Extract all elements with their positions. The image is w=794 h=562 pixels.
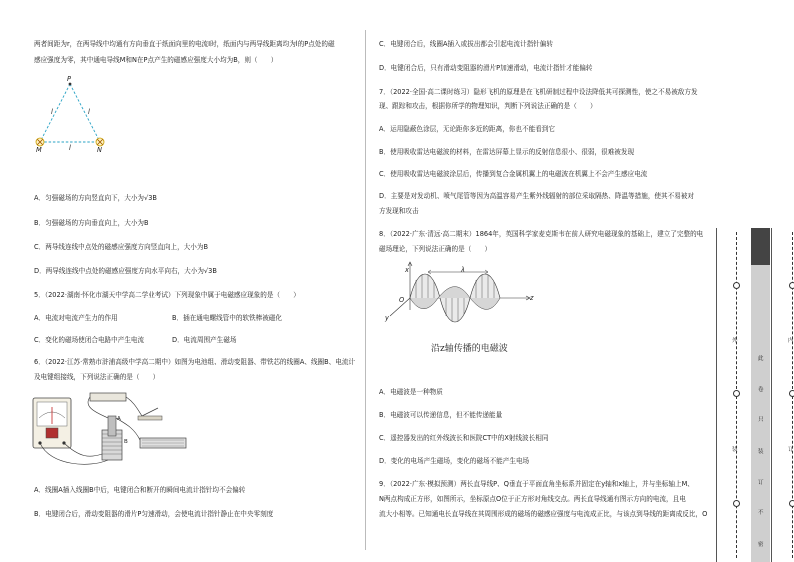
q4-option-c: C．两导线连线中点处的磁感应强度方向竖直向上，大小为B <box>34 243 208 251</box>
margin-label-3: 只 <box>758 417 764 423</box>
q4-option-d: D．两导线连线中点处的磁感应强度方向水平向右，大小为√3B <box>34 267 217 275</box>
seal-circle-4 <box>789 282 794 289</box>
axis-z-label: z <box>530 294 534 302</box>
q6-option-a: A．线圈A插入线圈B中后，电键闭合和断开的瞬间电流计指针均不会偏转 <box>34 486 246 494</box>
q5-stem: 5．（2022·湖南·怀化市湖天中学高二学业考试）下列现象中属于电磁感应现象的是（ ） <box>34 291 300 299</box>
q4-option-b: B．匀强磁场的方向垂直向上，大小为B <box>34 219 149 227</box>
q9-stem-line2: N两点构成正方形，如图所示，坐标原点O位于正方形对角线交点。两长直导线通有图示方向的电流，且电 <box>379 495 686 503</box>
q6-stem-line2: 及电键组接线，下列说法正确的是（ ） <box>34 373 160 381</box>
q7-option-b: B．使用吸收雷达电磁波的材料，在雷达屏幕上显示的反射信息很小、很弱，很难被发现 <box>379 148 635 156</box>
q5-option-d: D．电流周围产生磁场 <box>172 336 237 344</box>
seal-circle-3 <box>733 500 740 507</box>
q9-stem-line1: 9．（2022·广东·模拟预测）两长直导线P、Q垂直于平面直角坐标系并固定在y轴和x轴上，并与坐标轴上M、 <box>379 480 694 488</box>
wave-caption: 沿z轴传播的电磁波 <box>431 344 508 354</box>
triangle-wire-figure <box>28 76 128 158</box>
q8-option-a: A．电磁波是一种物质 <box>379 388 443 396</box>
axis-x-label: x <box>405 266 409 274</box>
origin-label: O <box>399 296 405 304</box>
seal-circle-5 <box>789 390 794 397</box>
q8-option-d: D．变化的电场产生磁场，变化的磁场不能产生电场 <box>379 457 530 465</box>
q4-option-a: A．匀强磁场的方向竖直向下，大小为√3B <box>34 194 157 202</box>
coil-a-label: A <box>117 416 121 422</box>
seal-circle-2 <box>733 390 740 397</box>
q8-stem-line1: 8．（2022·广东·清远·高二期末）1864年，英国科学家麦克斯韦在前人研究电磁现象的基础上，建立了完整的电 <box>379 230 704 238</box>
q7-option-c: C．使用吸收雷达电磁波涂层后，传播到复合金属机翼上的电磁波在机翼上不会产生感应电流 <box>379 170 648 178</box>
q6-option-b: B．电键闭合后，滑动变阻器的滑片P匀速滑动，会使电流计指针静止在中央零刻度 <box>34 510 274 518</box>
wavelength-label: λ <box>461 266 465 274</box>
side-label-bind: 装 <box>732 447 738 453</box>
margin-label-7: 密 <box>758 542 764 548</box>
q9-stem-line3: 流大小相等。已知通电长直导线在其周围形成的磁场的磁感应强度与电流成正比，与该点到导线的距离成反比，O <box>379 510 708 518</box>
point-n-label: N <box>97 146 102 154</box>
side-label-inner: 内 <box>788 338 794 344</box>
binding-dark-strip <box>751 228 770 265</box>
margin-label-5: 订 <box>758 480 764 486</box>
binding-gray-strip <box>751 265 770 562</box>
side-label-outer: 外 <box>732 338 738 344</box>
side-label-right: l <box>88 108 90 116</box>
margin-label-1: 此 <box>758 356 764 362</box>
q6-stem-line1: 6．（2022·江苏·常熟市浒浦高级中学高二期中）如图为电池组、滑动变阻器、带铁芯的线圈A、线圈B、电流计 <box>34 358 356 366</box>
margin-label-6: 不 <box>758 510 764 516</box>
q5-option-b: B．插在通电螺线管中的软铁棒被磁化 <box>172 314 283 322</box>
q5-option-a: A．电流对电流产生力的作用 <box>34 314 118 322</box>
q6-option-d: D．电键闭合后，只有滑动变阻器的滑片P加速滑动，电流计指针才能偏转 <box>379 64 593 72</box>
q7-stem-line1: 7．（2022·全国·高二课时练习）隐形飞机的原理是在飞机研制过程中设法降低其可探测性，使之不易被敌方发 <box>379 88 698 96</box>
column-divider <box>365 30 366 550</box>
margin-label-2: 卷 <box>758 387 764 393</box>
seal-circle-6 <box>789 500 794 507</box>
q6-option-c: C．电键闭合后，线圈A插入或拔出都会引起电流计指针偏转 <box>379 40 553 48</box>
side-label-seal: 订 <box>788 447 794 453</box>
side-label-left: l <box>51 108 53 116</box>
axis-y-label: y <box>385 314 389 322</box>
margin-label-4: 装 <box>758 449 764 455</box>
q7-stem-line2: 现、跟踪和攻击，根据你所学的物理知识，判断下列说法正确的是（ ） <box>379 102 597 110</box>
q7-option-d-line1: D．主要是对发动机、喷气尾管等因为高温容易产生紫外线辐射的部位采取隔热、降温等措施，使其不易被对 <box>379 192 694 200</box>
q4-intro-line1: 两者间距为r，在两导线中均通有方向垂直于纸面向里的电流I时，纸面内与两导线距离均为l的P点处的磁 <box>34 40 335 48</box>
q8-option-b: B．电磁波可以传递信息，但不能传递能量 <box>379 411 503 419</box>
q5-option-c: C．变化的磁场使闭合电路中产生电流 <box>34 336 145 344</box>
q7-option-d-line2: 方发现和攻击 <box>379 207 419 215</box>
point-p-label: P <box>67 75 71 83</box>
q7-option-a: A．运用隐蔽色涂层，无论距你多近的距离，你也不能看到它 <box>379 125 555 133</box>
induction-apparatus-figure <box>30 388 190 470</box>
point-m-label: M <box>36 146 42 154</box>
q8-option-c: C．遥控器发出的红外线波长和医院CT中的X射线波长相同 <box>379 434 549 442</box>
q8-stem-line2: 磁场理论，下列说法正确的是（ ） <box>379 245 492 253</box>
q4-intro-line2: 感应强度为零，其中通电导线M和N在P点产生的磁感应强度大小均为B，则（ ） <box>34 56 278 64</box>
coil-b-label: B <box>124 439 128 445</box>
seal-circle-1 <box>733 282 740 289</box>
side-label-bottom: l <box>69 144 71 152</box>
